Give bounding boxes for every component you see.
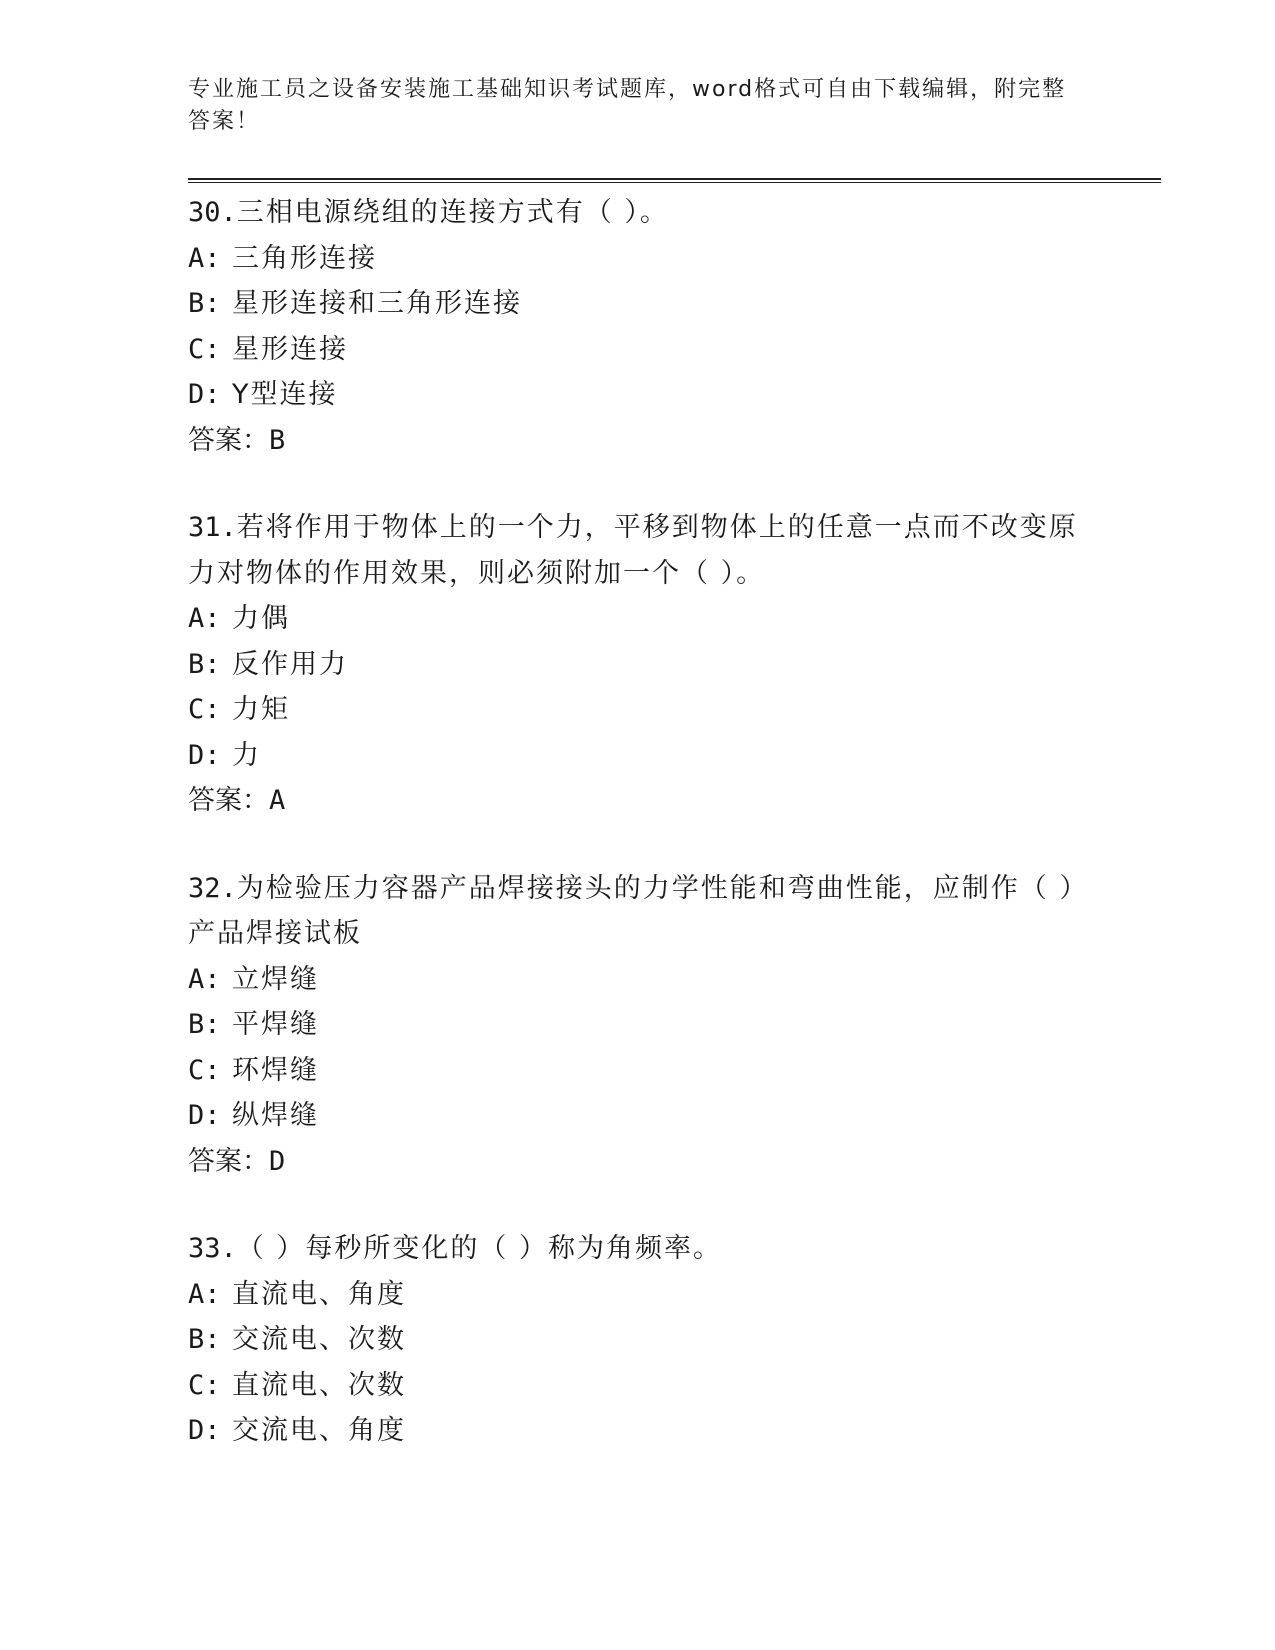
option-b [188, 281, 1088, 327]
question-stem [188, 866, 1088, 957]
option-c [188, 1363, 1088, 1409]
option-label: A: [188, 963, 221, 995]
option-text: 直流电、角度 [232, 1278, 406, 1310]
answer-label: 答案： [188, 1145, 269, 1177]
option-text: 交流电、次数 [232, 1324, 406, 1355]
option-c [188, 327, 1088, 373]
question-text: （ ）每秒所变化的（ ）称为角频率。 [236, 1233, 722, 1264]
header-divider [188, 178, 1161, 183]
option-label: D: [188, 1100, 221, 1131]
question-text: 三相电源绕组的连接方式有（ ）。 [236, 197, 669, 228]
option-a [188, 957, 1088, 1003]
option-text: 立焊缝 [232, 963, 319, 995]
option-d [188, 1408, 1088, 1454]
option-label: D: [188, 1415, 221, 1446]
option-text: 交流电、角度 [232, 1415, 406, 1446]
question-number: 30. [188, 197, 237, 228]
option-b [188, 1002, 1088, 1048]
option-text: 星形连接 [232, 333, 348, 365]
option-label: A: [188, 603, 221, 634]
option-text: 环焊缝 [232, 1054, 319, 1086]
option-d [188, 372, 1088, 418]
option-text: 三角形连接 [232, 242, 377, 274]
answer-value: D [269, 1145, 286, 1177]
question-stem [188, 1226, 1088, 1272]
option-label: D: [188, 739, 221, 771]
option-d [188, 733, 1088, 779]
option-a [188, 596, 1088, 642]
option-b [188, 1317, 1088, 1363]
answer-value: A [269, 785, 286, 816]
option-label: A: [188, 242, 221, 274]
option-label: B: [188, 648, 221, 680]
option-label: B: [188, 288, 221, 319]
option-text: Y型连接 [232, 379, 338, 410]
option-a [188, 236, 1088, 282]
question-text: 若将作用于物体上的一个力，平移到物体上的任意一点而不改变原力对物体的作用效果，则必须附加一个（ ）。 [188, 512, 1078, 589]
option-label: C: [188, 1369, 221, 1401]
option-b [188, 642, 1088, 688]
question-number: 31. [188, 512, 237, 543]
option-label: C: [188, 333, 221, 365]
answer-line [188, 418, 1088, 464]
option-label: C: [188, 1054, 221, 1086]
question-number: 33. [188, 1233, 237, 1264]
answer-label: 答案： [188, 785, 269, 816]
question-list [188, 190, 1088, 1496]
option-text: 力矩 [232, 694, 290, 725]
page-header: 专业施工员之设备安装施工基础知识考试题库，word格式可自由下载编辑，附完整答案！ [188, 77, 1067, 134]
option-text: 直流电、次数 [232, 1369, 406, 1401]
option-text: 纵焊缝 [232, 1100, 319, 1131]
option-a [188, 1272, 1088, 1318]
option-text: 星形连接和三角形连接 [232, 288, 522, 319]
option-text: 力 [232, 739, 261, 771]
question-stem [188, 190, 1088, 236]
question-33 [188, 1226, 1088, 1454]
question-32 [188, 866, 1088, 1185]
option-text: 平焊缝 [232, 1009, 319, 1040]
option-label: D: [188, 379, 221, 410]
option-c [188, 1048, 1088, 1094]
question-number: 32. [188, 872, 237, 904]
option-c [188, 687, 1088, 733]
question-stem [188, 505, 1088, 596]
option-label: C: [188, 694, 221, 725]
answer-label: 答案： [188, 424, 269, 456]
option-label: B: [188, 1009, 221, 1040]
question-30 [188, 190, 1088, 463]
option-label: A: [188, 1278, 221, 1310]
option-label: B: [188, 1324, 221, 1355]
option-d [188, 1093, 1088, 1139]
question-text: 为检验压力容器产品焊接接头的力学性能和弯曲性能，应制作（ ）产品焊接试板 [188, 872, 1075, 949]
answer-line [188, 1139, 1088, 1185]
question-31 [188, 505, 1088, 824]
answer-line [188, 778, 1088, 824]
answer-value: B [269, 424, 286, 456]
option-text: 力偶 [232, 603, 290, 634]
option-text: 反作用力 [232, 648, 348, 680]
